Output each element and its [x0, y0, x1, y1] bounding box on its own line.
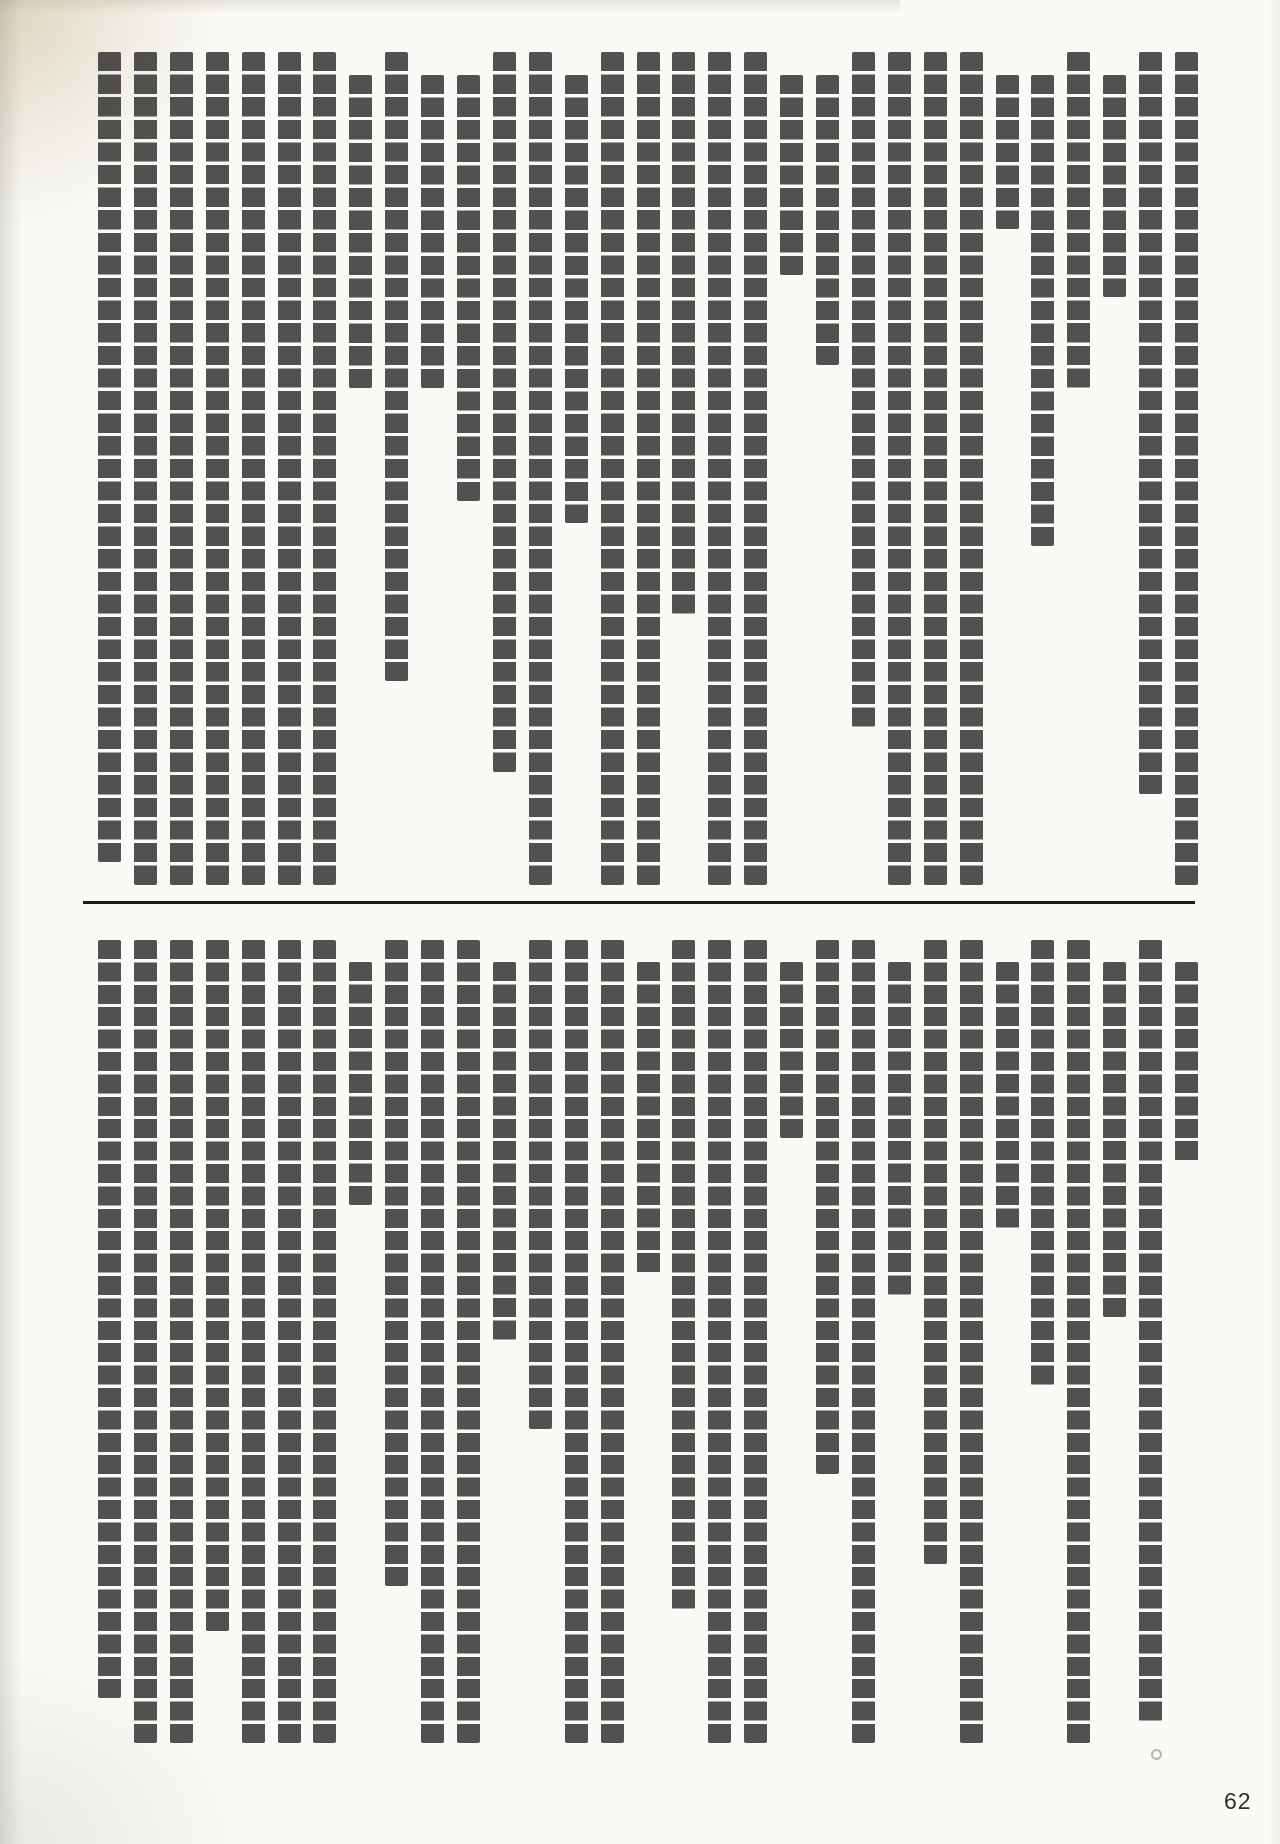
redacted-text-column [1067, 940, 1090, 1743]
redacted-text-column [170, 940, 193, 1743]
redacted-text-column [996, 962, 1019, 1227]
redacted-text-column [421, 940, 444, 1743]
redacted-text-column [996, 75, 1019, 230]
redacted-text-column [493, 962, 516, 1339]
redacted-text-column [852, 52, 875, 727]
redacted-text-column [493, 52, 516, 772]
redacted-text-column [637, 962, 660, 1272]
vertical-text-block-top [95, 52, 1198, 890]
redacted-text-column [457, 75, 480, 501]
redacted-text-column [565, 75, 588, 524]
scan-shadow-top-edge [0, 0, 900, 14]
redacted-text-column [134, 940, 157, 1743]
redacted-text-column [206, 52, 229, 885]
redacted-text-column [708, 940, 731, 1743]
redacted-text-column [744, 940, 767, 1743]
redacted-text-column [385, 52, 408, 681]
redacted-text-column [708, 52, 731, 885]
redacted-text-column [1103, 962, 1126, 1317]
redacted-text-column [349, 75, 372, 388]
redacted-text-column [601, 52, 624, 885]
scan-speck-artifact [1151, 1749, 1162, 1760]
redacted-text-column [1103, 75, 1126, 298]
redacted-text-column [313, 940, 336, 1743]
redacted-text-column [816, 75, 839, 365]
section-divider-rule [83, 901, 1195, 904]
page-number: 62 [1224, 1788, 1252, 1814]
redacted-text-column [852, 940, 875, 1743]
redacted-text-column [242, 940, 265, 1743]
redacted-text-column [960, 940, 983, 1743]
redacted-text-column [134, 52, 157, 885]
redacted-text-column [780, 962, 803, 1138]
vertical-text-block-bottom [95, 940, 1198, 1746]
redacted-text-column [98, 52, 121, 862]
redacted-text-column [313, 52, 336, 885]
redacted-text-column [960, 52, 983, 885]
redacted-text-column [780, 75, 803, 275]
redacted-text-column [1139, 52, 1162, 794]
redacted-text-column [924, 52, 947, 885]
redacted-text-column [888, 52, 911, 885]
redacted-text-column [601, 940, 624, 1743]
redacted-text-column [98, 940, 121, 1698]
redacted-text-column [672, 52, 695, 614]
redacted-text-column [565, 940, 588, 1743]
redacted-text-column [637, 52, 660, 885]
redacted-text-column [1031, 940, 1054, 1385]
redacted-text-column [278, 52, 301, 885]
redacted-text-column [457, 940, 480, 1743]
redacted-text-column [1175, 52, 1198, 885]
redacted-text-column [1067, 52, 1090, 388]
redacted-text-column [170, 52, 193, 885]
redacted-text-column [672, 940, 695, 1609]
redacted-text-column [1031, 75, 1054, 546]
redacted-text-column [924, 940, 947, 1564]
redacted-text-column [816, 940, 839, 1474]
redacted-text-column [744, 52, 767, 885]
redacted-text-column [385, 940, 408, 1586]
redacted-text-column [529, 52, 552, 885]
redacted-text-column [529, 940, 552, 1429]
redacted-text-column [349, 962, 372, 1205]
redacted-text-column [1139, 940, 1162, 1721]
redacted-text-column [206, 940, 229, 1631]
scan-shadow-left-edge [0, 0, 22, 1844]
redacted-text-column [888, 962, 911, 1295]
redacted-text-column [421, 75, 444, 388]
redacted-text-column [278, 940, 301, 1743]
scan-shadow-right-edge [1266, 0, 1280, 1844]
redacted-text-column [1175, 962, 1198, 1160]
redacted-text-column [242, 52, 265, 885]
